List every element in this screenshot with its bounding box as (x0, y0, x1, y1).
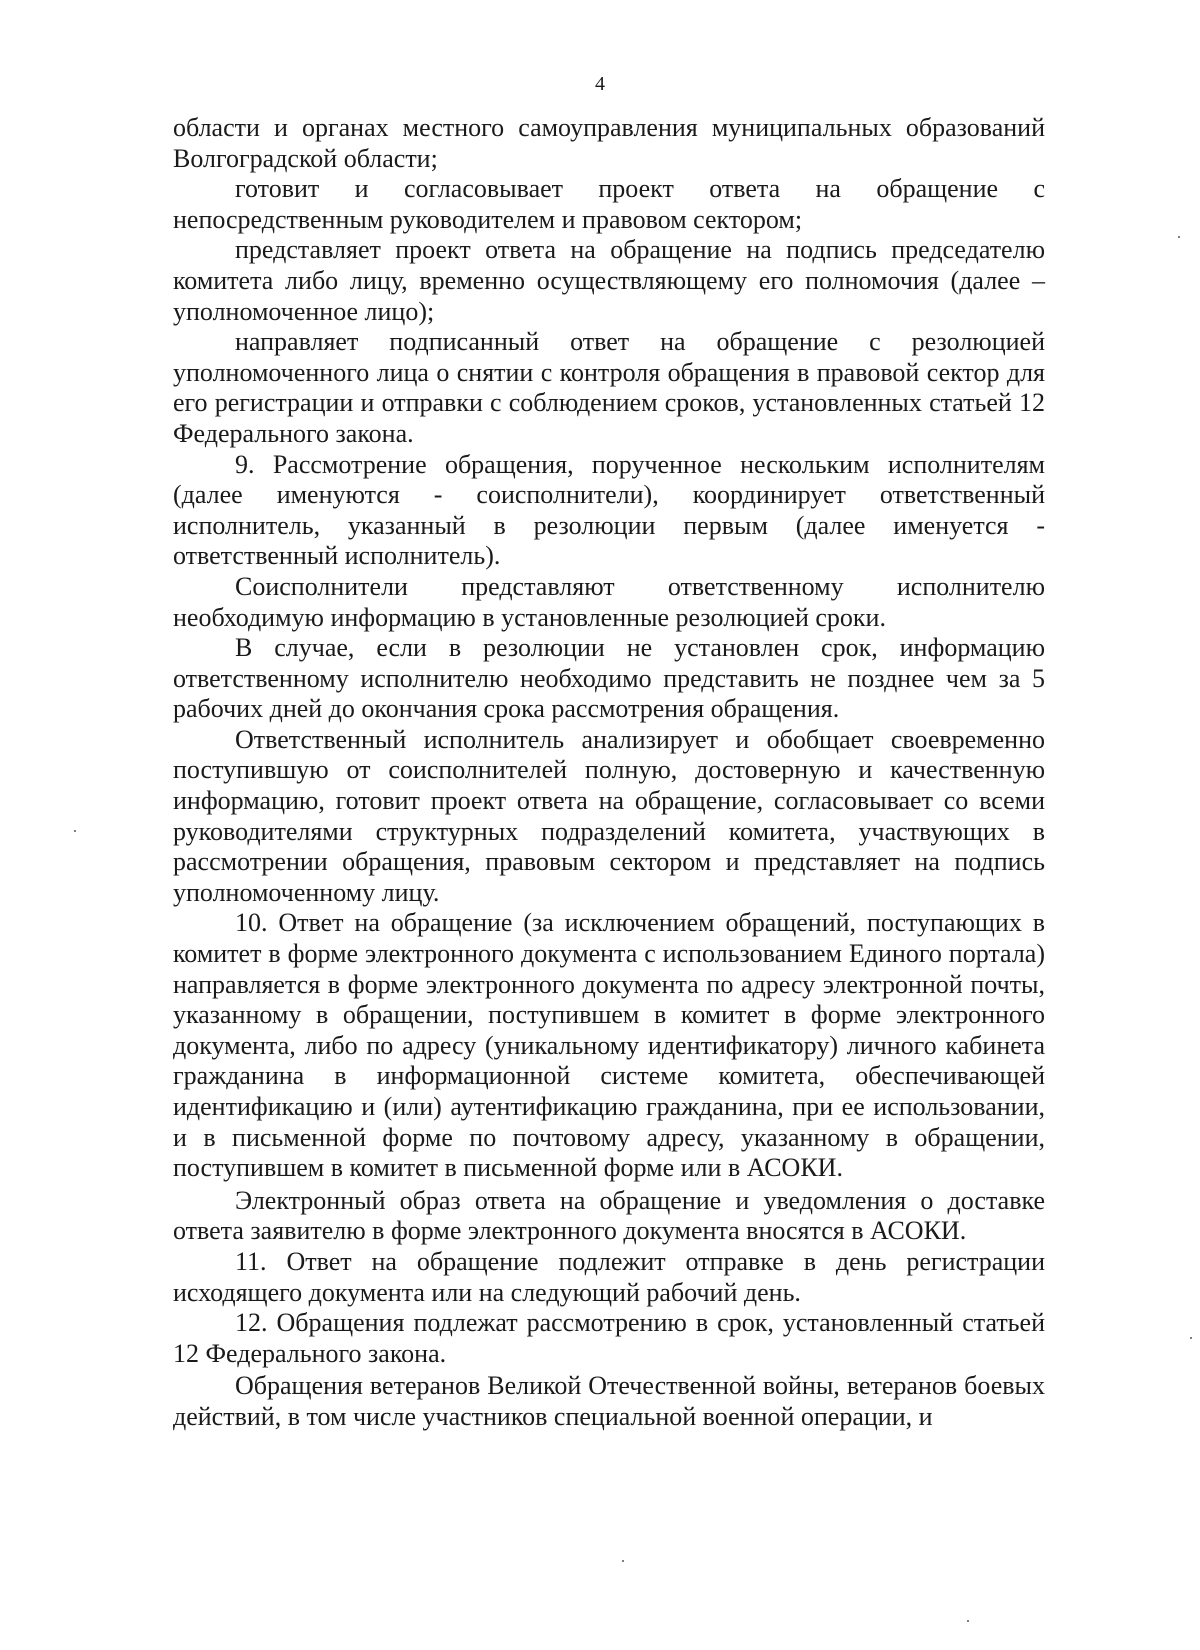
scan-speck (1190, 1337, 1192, 1339)
paragraph-3: представляет проект ответа на обращение на подпись председателю комитета либо лицу, временно осуществляющему его полномочия (далее – уполномоченное лицо); (173, 235, 1045, 326)
paragraph-4: направляет подписанный ответ на обращение с резолюцией уполномоченного лица о снятии с контроля обращения в правовой сектор для его регистрации и отправки с соблюдением сроков, установленных статьей 12 Федерального закона. (173, 327, 1045, 448)
paragraph-9: 10. Ответ на обращение (за исключением обращений, поступающих в комитет в форме электронного документа с использованием Единого портала) направляется в форме электронного документа по адресу электронной почты, указанному в обращении, поступившем в комитет в форме электронного документа, либо по адресу (уникальному идентификатору) личного кабинета гражданина в информационной системе комитета, обеспечивающей идентификацию и (или) аутентификацию гражданина, при ее использовании, и в письменной форме по почтовому адресу, указанному в обращении, поступившем в комитет в письменной форме или в АСОКИ. (173, 908, 1045, 1183)
paragraph-11: 11. Ответ на обращение подлежит отправке в день регистрации исходящего документа или на следующий рабочий день. (173, 1246, 1045, 1307)
paragraph-13: Обращения ветеранов Великой Отечественной войны, ветеранов боевых действий, в том числе участников специальной военной операции, и (173, 1371, 1045, 1431)
scan-speck (622, 1560, 624, 1562)
paragraph-2: готовит и согласовывает проект ответа на обращение с непосредственным руководителем и правовом сектором; (173, 174, 1045, 234)
scan-speck (1178, 236, 1180, 238)
paragraph-10: Электронный образ ответа на обращение и уведомления о доставке ответа заявителю в форме электронного документа вносятся в АСОКИ. (173, 1185, 1045, 1246)
paragraph-8: Ответственный исполнитель анализирует и обобщает своевременно поступившую от соисполнителей полную, достоверную и качественную информацию, готовит проект ответа на обращение, согласовывает со всеми руководителями структурных подразделений комитета, участвующих в рассмотрении обращения, правовым сектором и представляет на подпись уполномоченному лицу. (173, 724, 1045, 907)
page-number: 4 (595, 73, 605, 95)
paragraph-5: 9. Рассмотрение обращения, порученное нескольким исполнителям (далее именуются - соисполнители), координирует ответственный исполнитель, указанный в резолюции первым (далее именуется - ответственный исполнитель). (173, 449, 1045, 571)
paragraph-12: 12. Обращения подлежат рассмотрению в срок, установленный статьей 12 Федерального закона. (173, 1308, 1045, 1368)
scan-speck (967, 1620, 969, 1622)
document-body (173, 113, 1045, 1433)
scan-speck (74, 830, 76, 832)
paragraph-7: В случае, если в резолюции не установлен срок, информацию ответственному исполнителю необходимо представить не позднее чем за 5 рабочих дней до окончания срока рассмотрения обращения. (173, 633, 1045, 724)
paragraph-6: Соисполнители представляют ответственному исполнителю необходимую информацию в установленные резолюцией сроки. (173, 571, 1045, 632)
paragraph-1: области и органах местного самоуправления муниципальных образований Волгоградской области; (173, 113, 1045, 173)
